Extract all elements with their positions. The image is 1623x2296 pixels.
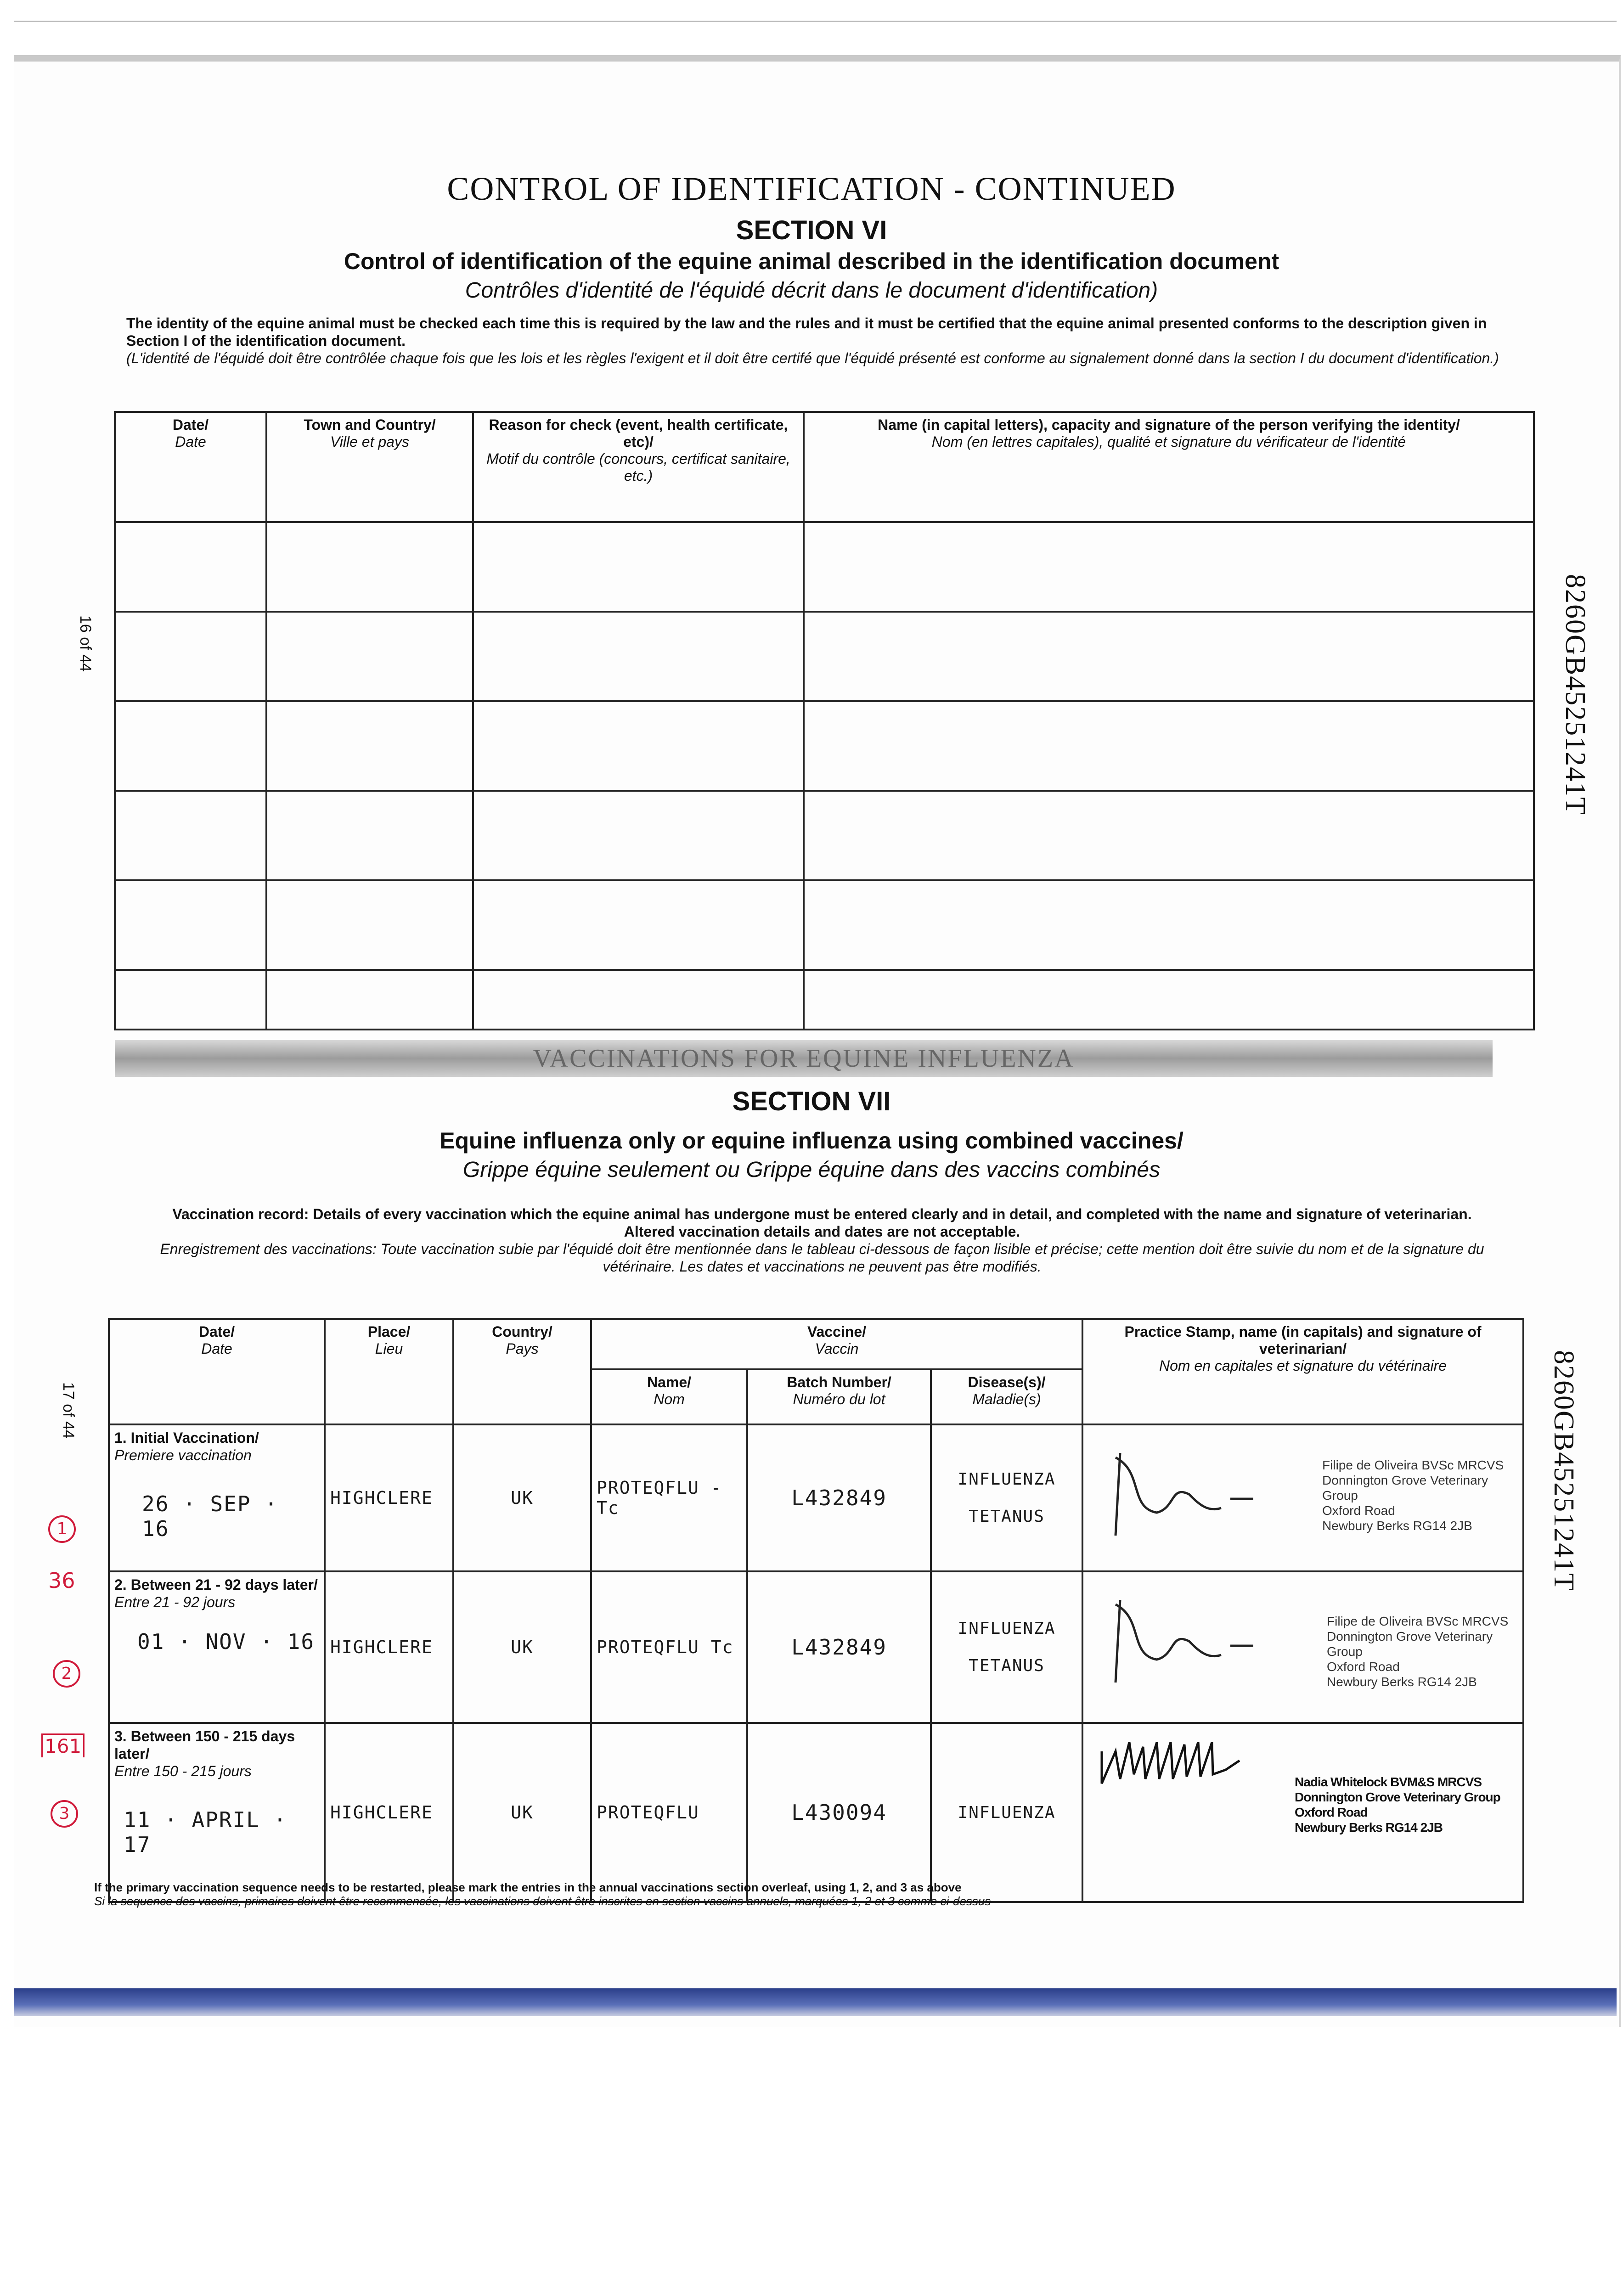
margin-note-36: 36 bbox=[48, 1568, 75, 1593]
section-vi-subtitle-fr: Contrôles d'identité de l'équidé décrit dans le document d'identification) bbox=[465, 278, 1158, 303]
margin-note-2: 2 bbox=[53, 1660, 80, 1688]
intro-fr: (L'identité de l'équidé doit être contrôlée chaque fois que les lois et les règles l'exigent et il doit être certifé que l'équidé présenté est conforme au signalement donné dans la section I du document d'identification.) bbox=[126, 350, 1499, 366]
vacc-country-cell[interactable]: UK bbox=[453, 1723, 591, 1902]
document-ref-lower: 8260GB45251241T bbox=[1548, 1350, 1579, 1592]
record-en2: Altered vaccination details and dates are not acceptable. bbox=[624, 1223, 1020, 1240]
vacc-date-cell[interactable]: 3. Between 150 - 215 days later/ Entre 150 - 215 jours 11 · APRIL · 17 bbox=[109, 1723, 325, 1902]
vet-signature bbox=[1102, 1591, 1267, 1692]
margin-note-161: 161 bbox=[41, 1733, 85, 1757]
col-reason: Reason for check (event, health certificate, etc)/ Motif du contrôle (concours, certificat sanitaire, etc.) bbox=[473, 412, 804, 522]
table-row[interactable] bbox=[115, 791, 1534, 880]
vacc-batch-cell[interactable]: L430094 bbox=[747, 1723, 931, 1902]
record-fr: Enregistrement des vaccinations: Toute vaccination subie par l'équidé doit être mentionnée dans le tableau ci-dessous de façon lisible et précise; cette mention doit être suivie du nom et de la signature du vétérinaire. Les dates et vaccinations ne peuvent pas être modifiés. bbox=[160, 1241, 1484, 1275]
identity-check-table bbox=[114, 411, 1535, 1030]
section-vi-subtitle: Control of identification of the equine animal described in the identification document bbox=[344, 248, 1279, 274]
table-row[interactable] bbox=[109, 1571, 1523, 1723]
footer-note bbox=[94, 1880, 1472, 1908]
col-vacc-place: Place/ Lieu bbox=[325, 1319, 453, 1424]
table-row[interactable] bbox=[115, 612, 1534, 701]
table-row[interactable] bbox=[115, 522, 1534, 612]
vaccination-table bbox=[108, 1318, 1524, 1903]
identity-table-header bbox=[115, 412, 1534, 522]
vacc-stamp-cell[interactable] bbox=[1082, 1424, 1523, 1571]
document-ref-upper: 8260GB45251241T bbox=[1560, 574, 1591, 816]
vacc-country-cell[interactable]: UK bbox=[453, 1571, 591, 1723]
intro-text bbox=[126, 315, 1513, 367]
col-batch-number: Batch Number/ Numéro du lot bbox=[747, 1369, 931, 1424]
page-number-lower: 17 of 44 bbox=[60, 1382, 77, 1439]
col-verifier: Name (in capital letters), capacity and signature of the person verifying the identity/ Nom (en lettres capitales), qualité et signature du vérificateur de l'identité bbox=[804, 412, 1534, 522]
vet-signature bbox=[1102, 1444, 1267, 1545]
handwritten-date: 11 · APRIL · 17 bbox=[124, 1807, 287, 1857]
vacc-name-cell[interactable]: PROTEQFLU Tc bbox=[591, 1571, 747, 1723]
vacc-disease-cell[interactable]: INFLUENZA TETANUS bbox=[931, 1571, 1082, 1723]
vet-stamp: Filipe de Oliveira BVSc MRCVS Donnington Grove Veterinary Group Oxford Road Newbury Berks RG14 2JB bbox=[1322, 1458, 1504, 1533]
table-row[interactable] bbox=[115, 970, 1534, 1030]
vacc-stamp-cell[interactable] bbox=[1082, 1571, 1523, 1723]
margin-note-3: 3 bbox=[51, 1800, 78, 1828]
vacc-place-cell[interactable]: HIGHCLERE bbox=[325, 1424, 453, 1571]
intro-en: The identity of the equine animal must be checked each time this is required by the law and the rules and it must be certified that the equine animal presented conforms to the description given in Section I of the identification document. bbox=[126, 315, 1487, 349]
table-row[interactable] bbox=[115, 701, 1534, 791]
page-number-upper: 16 of 44 bbox=[77, 615, 94, 672]
col-vaccine-name: Name/ Nom bbox=[591, 1369, 747, 1424]
handwritten-date: 26 · SEP · 16 bbox=[142, 1491, 278, 1541]
binder-edge bbox=[14, 1988, 1617, 2016]
record-en: Vaccination record: Details of every vaccination which the equine animal has undergone must be entered clearly and in detail, and completed with the name and signature of veterinarian. bbox=[172, 1206, 1472, 1222]
section-vi-heading: SECTION VI bbox=[736, 215, 887, 245]
vacc-name-cell[interactable]: PROTEQFLU - Tc bbox=[591, 1424, 747, 1571]
scan-top-line bbox=[14, 21, 1617, 22]
section-vii-subtitle: Equine influenza only or equine influenza using combined vaccines/ bbox=[440, 1128, 1183, 1154]
col-date: Date/ Date bbox=[115, 412, 266, 522]
table-row[interactable] bbox=[109, 1424, 1523, 1571]
vacc-stamp-cell[interactable] bbox=[1082, 1723, 1523, 1902]
vacc-date-cell[interactable]: 2. Between 21 - 92 days later/ Entre 21 - 92 jours 01 · NOV · 16 bbox=[109, 1571, 325, 1723]
margin-note-1: 1 bbox=[48, 1515, 76, 1543]
col-vacc-date: Date/ Date bbox=[109, 1319, 325, 1424]
table-row[interactable] bbox=[115, 880, 1534, 970]
vacc-header-row-1 bbox=[109, 1319, 1523, 1369]
vacc-place-cell[interactable]: HIGHCLERE bbox=[325, 1571, 453, 1723]
vacc-country-cell[interactable]: UK bbox=[453, 1424, 591, 1571]
handwritten-date: 01 · NOV · 16 bbox=[137, 1629, 315, 1654]
vacc-disease-cell[interactable]: INFLUENZA TETANUS bbox=[931, 1424, 1082, 1571]
vet-signature bbox=[1093, 1733, 1276, 1806]
vacc-batch-cell[interactable]: L432849 bbox=[747, 1424, 931, 1571]
vacc-disease-cell[interactable]: INFLUENZA bbox=[931, 1723, 1082, 1902]
col-disease: Disease(s)/ Maladie(s) bbox=[931, 1369, 1082, 1424]
table-row[interactable] bbox=[109, 1723, 1523, 1902]
footer-en: If the primary vaccination sequence needs to be restarted, please mark the entries in the annual vaccinations section overleaf, using 1, 2, and 3 as above bbox=[94, 1880, 962, 1894]
footer-fr: Si la sequence des vaccins, primaires doivent être recommencée, les vaccinations doivent être inscrites en section vaccins annuels, marquées 1, 2 et 3 comme ci-dessus bbox=[94, 1894, 991, 1908]
col-practice-stamp: Practice Stamp, name (in capitals) and signature of veterinarian/ Nom en capitales et signature du vétérinaire bbox=[1082, 1319, 1523, 1424]
section-vii-heading: SECTION VII bbox=[732, 1086, 891, 1116]
vacc-date-cell[interactable]: 1. Initial Vaccination/ Premiere vaccination 26 · SEP · 16 bbox=[109, 1424, 325, 1571]
vacc-place-cell[interactable]: HIGHCLERE bbox=[325, 1723, 453, 1902]
vaccination-banner: VACCINATIONS FOR EQUINE INFLUENZA bbox=[115, 1040, 1493, 1077]
vaccination-record-text bbox=[124, 1205, 1520, 1275]
col-town-country: Town and Country/ Ville et pays bbox=[266, 412, 473, 522]
vacc-batch-cell[interactable]: L432849 bbox=[747, 1571, 931, 1723]
vacc-name-cell[interactable]: PROTEQFLU bbox=[591, 1723, 747, 1902]
section-vii-subtitle-fr: Grippe équine seulement ou Grippe équine dans des vaccins combinés bbox=[462, 1158, 1161, 1182]
page-title: CONTROL OF IDENTIFICATION - CONTINUED bbox=[447, 170, 1176, 207]
vet-stamp: Nadia Whitelock BVM&S MRCVS Donnington Grove Veterinary Group Oxford Road Newbury Berks RG14 2JB bbox=[1295, 1775, 1500, 1835]
vet-stamp: Filipe de Oliveira BVSc MRCVS Donnington Grove Veterinary Group Oxford Road Newbury Berks RG14 2JB bbox=[1327, 1614, 1509, 1689]
col-vacc-country: Country/ Pays bbox=[453, 1319, 591, 1424]
col-vaccine-group: Vaccine/ Vaccin bbox=[591, 1319, 1082, 1369]
